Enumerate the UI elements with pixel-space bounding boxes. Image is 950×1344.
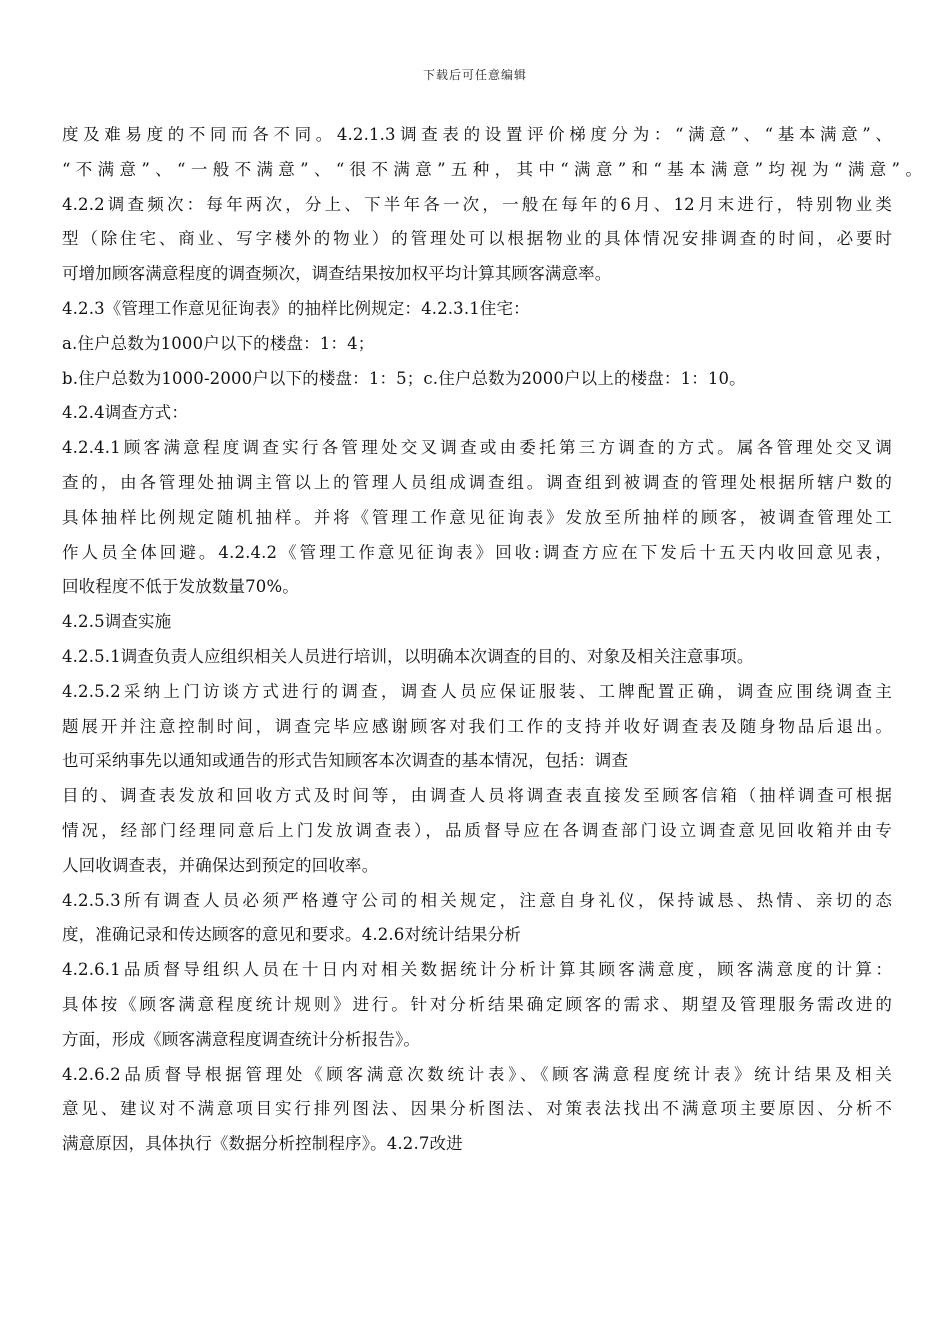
- text-line: 情况，经部门经理同意后上门发放调查表），品质督导应在各调查部门设立调查意见回收箱并由专: [62, 820, 892, 840]
- text-line: 4.2.2调查频次：每年两次，分上、下半年各一次，一般在每年的6月、12月末进行，特别物业类: [62, 194, 892, 214]
- text-line: 4.2.4调查方式：: [62, 403, 188, 423]
- text-line: 4.2.5.3所有调查人员必须严格遵守公司的相关规定，注意自身礼仪，保持诚恳、热情、亲切的态: [62, 890, 892, 910]
- text-line: 4.2.5调查实施: [62, 612, 172, 632]
- text-line: 人回收调查表，并确保达到预定的回收率。: [62, 855, 379, 875]
- text-line: b.住户总数为1000-2000户以下的楼盘：1：5；c.住户总数为2000户以上的楼盘：1：10。: [62, 368, 746, 388]
- text-line: 4.2.5.1调查负责人应组织相关人员进行培训，以明确本次调查的目的、对象及相关注意事项。: [62, 646, 754, 666]
- text-line: 也可采纳事先以通知或通告的形式告知顾客本次调查的基本情况，包括：调查: [62, 751, 629, 771]
- text-line: 度及难易度的不同而各不同。4.2.1.3调查表的设置评价梯度分为：“满意”、“基本满意”、: [62, 125, 892, 144]
- text-line: 回收程度不低于发放数量70%。: [62, 577, 299, 597]
- text-line: 题展开并注意控制时间，调查完毕应感谢顾客对我们工作的支持并收好调查表及随身物品后退出。: [62, 716, 892, 736]
- text-line: 查的，由各管理处抽调主管以上的管理人员组成调查组。调查组到被调查的管理处根据所辖户数的: [62, 472, 892, 492]
- page-header: 下载后可任意编辑: [422, 68, 527, 82]
- document-body: [62, 118, 922, 1162]
- text-line: 可增加顾客满意程度的调查频次，调查结果按加权平均计算其顾客满意率。: [62, 264, 612, 284]
- text-line: 4.2.6.2品质督导根据管理处《顾客满意次数统计表》、《顾客满意程度统计表》统计结果及相关: [62, 1064, 892, 1084]
- text-line: 意见、建议对不满意项目实行排列图法、因果分析图法、对策表法找出不满意项主要原因、分析不: [62, 1099, 892, 1119]
- text-line: 满意原因，具体执行《数据分析控制程序》。4.2.7改进: [62, 1134, 463, 1154]
- text-line: 4.2.3《管理工作意见征询表》的抽样比例规定：4.2.3.1住宅：: [62, 298, 530, 318]
- text-line: 4.2.5.2采纳上门访谈方式进行的调查，调查人员应保证服装、工牌配置正确，调查应围绕调查主: [62, 681, 892, 701]
- text-line: 具体抽样比例规定随机抽样。并将《管理工作意见征询表》发放至所抽样的顾客，被调查管理处工: [62, 507, 892, 527]
- text-line: 具体按《顾客满意程度统计规则》进行。针对分析结果确定顾客的需求、期望及管理服务需改进的: [62, 994, 892, 1014]
- text-line: 方面，形成《顾客满意程度调查统计分析报告》。: [62, 1029, 421, 1049]
- text-line: 4.2.4.1顾客满意程度调查实行各管理处交叉调查或由委托第三方调查的方式。属各管理处交叉调: [62, 438, 892, 458]
- text-line: “不满意”、“一般不满意”、“很不满意”五种，其中“满意”和“基本满意”均视为“满意”。: [62, 159, 922, 179]
- text-line: 作人员全体回避。4.2.4.2《管理工作意见征询表》回收:调查方应在下发后十五天内收回意见表，: [62, 542, 892, 562]
- text-line: a.住户总数为1000户以下的楼盘：1：4；: [62, 333, 375, 353]
- text-line: 度，准确记录和传达顾客的意见和要求。4.2.6对统计结果分析: [62, 925, 521, 945]
- text-line: 型（除住宅、商业、写字楼外的物业）的管理处可以根据物业的具体情况安排调查的时间，必要时: [62, 229, 892, 249]
- text-line: 4.2.6.1品质督导组织人员在十日内对相关数据统计分析计算其顾客满意度，顾客满意度的计算：: [62, 960, 892, 980]
- text-line: 目的、调查表发放和回收方式及时间等，由调查人员将调查表直接发至顾客信箱（抽样调查可根据: [62, 786, 892, 806]
